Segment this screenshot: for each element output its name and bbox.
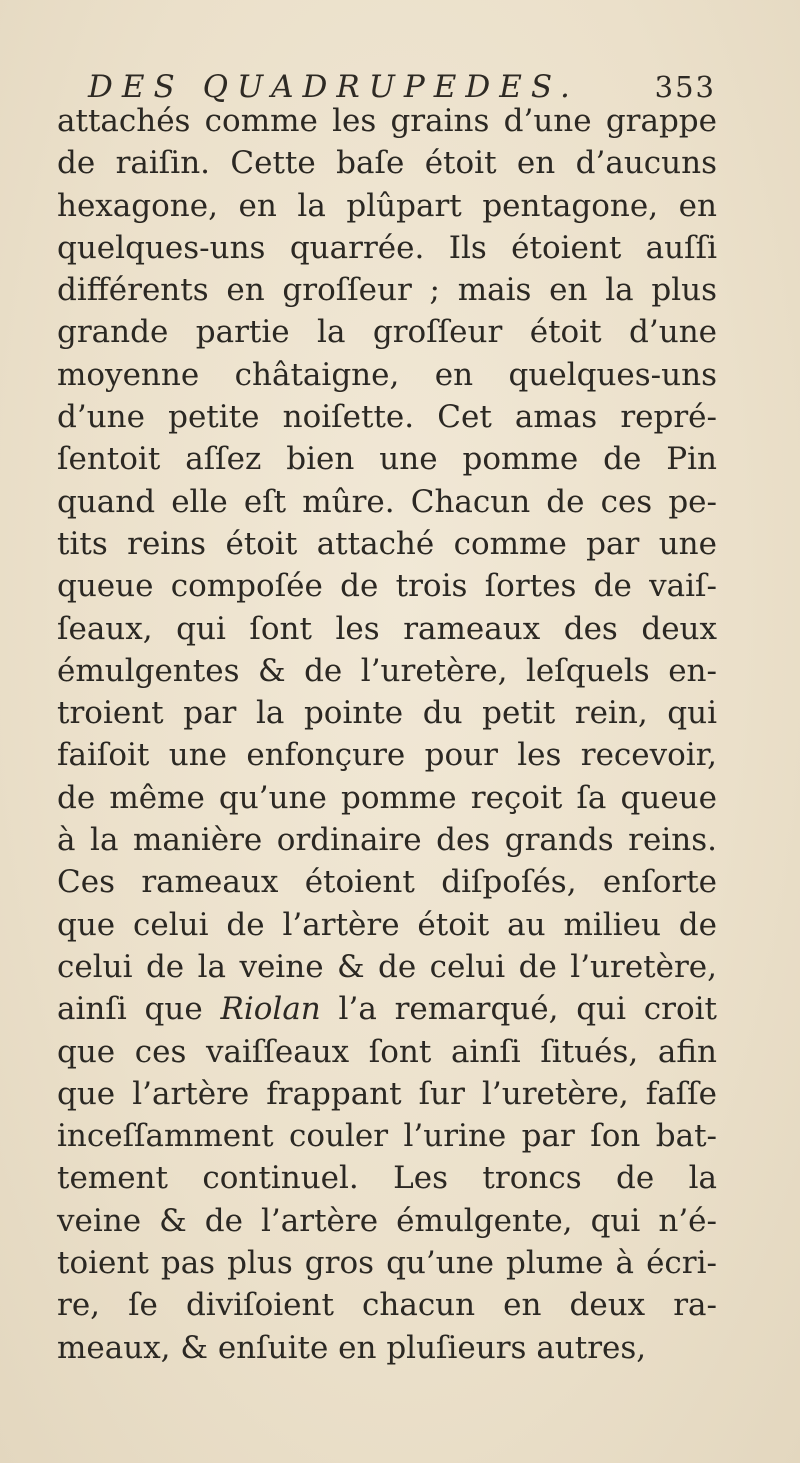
italic-name: Riolan bbox=[220, 991, 321, 1028]
text-line: que l’artère frappant ſur l’uretère, faſſe bbox=[57, 1075, 717, 1112]
body-text bbox=[57, 100, 717, 1369]
text-line: meaux, & enſuite en pluſieurs autres, bbox=[57, 1329, 647, 1366]
text-line: de même qu’une pomme reçoit ſa queue bbox=[57, 779, 717, 816]
text-line: inceſſamment couler l’urine par ſon bat- bbox=[57, 1118, 717, 1155]
text-line: ſeaux, qui ſont les rameaux des deux bbox=[57, 610, 717, 647]
text-line: hexagone, en la plûpart pentagone, en bbox=[57, 187, 717, 224]
text-line: tement continuel. Les troncs de la bbox=[57, 1160, 717, 1197]
text-line: Ces rameaux étoient diſpoſés, enſorte bbox=[57, 864, 717, 901]
text-line: ainſi que Riolan l’a remarqué, qui croit bbox=[57, 991, 717, 1028]
text-line: toient pas plus gros qu’une plume à écri- bbox=[57, 1245, 717, 1282]
text-line: veine & de l’artère émulgente, qui n’é- bbox=[57, 1202, 717, 1239]
text-line: faiſoit une enfonçure pour les recevoir, bbox=[57, 737, 717, 774]
page-number: 353 bbox=[654, 70, 716, 104]
text-line: attachés comme les grains d’une grappe bbox=[57, 103, 717, 139]
text-line: celui de la veine & de celui de l’uretère, bbox=[57, 948, 717, 985]
text-line: de raiſin. Cette baſe étoit en d’aucuns bbox=[57, 145, 717, 182]
text-line: re, ſe diviſoient chacun en deux ra- bbox=[57, 1287, 717, 1324]
text-line: que ces vaiſſeaux ſont ainſi ſitués, afin bbox=[57, 1033, 717, 1070]
text-line: troient par la pointe du petit rein, qui bbox=[57, 695, 717, 732]
text-line: queue compoſée de trois ſortes de vaiſ- bbox=[57, 568, 717, 605]
text-line: quand elle eſt mûre. Chacun de ces pe- bbox=[57, 483, 717, 520]
text-line: ſentoit aſſez bien une pomme de Pin bbox=[57, 441, 717, 478]
running-title: DES QUADRUPEDES. bbox=[88, 69, 579, 105]
text-line: d’une petite noiſette. Cet amas repré- bbox=[57, 399, 717, 436]
text-line: moyenne châtaigne, en quelques-uns bbox=[57, 356, 717, 393]
text-line: à la manière ordinaire des grands reins. bbox=[57, 822, 717, 859]
text-line: émulgentes & de l’uretère, leſquels en- bbox=[57, 652, 717, 689]
text-line: quelques-uns quarrée. Ils étoient auſſi bbox=[57, 229, 717, 266]
text-line: différents en groſſeur ; mais en la plus bbox=[57, 272, 717, 309]
text-line: tits reins étoit attaché comme par une bbox=[57, 525, 717, 562]
text-line: grande partie la groſſeur étoit d’une bbox=[57, 314, 717, 351]
text-line: que celui de l’artère étoit au milieu de bbox=[57, 906, 717, 943]
